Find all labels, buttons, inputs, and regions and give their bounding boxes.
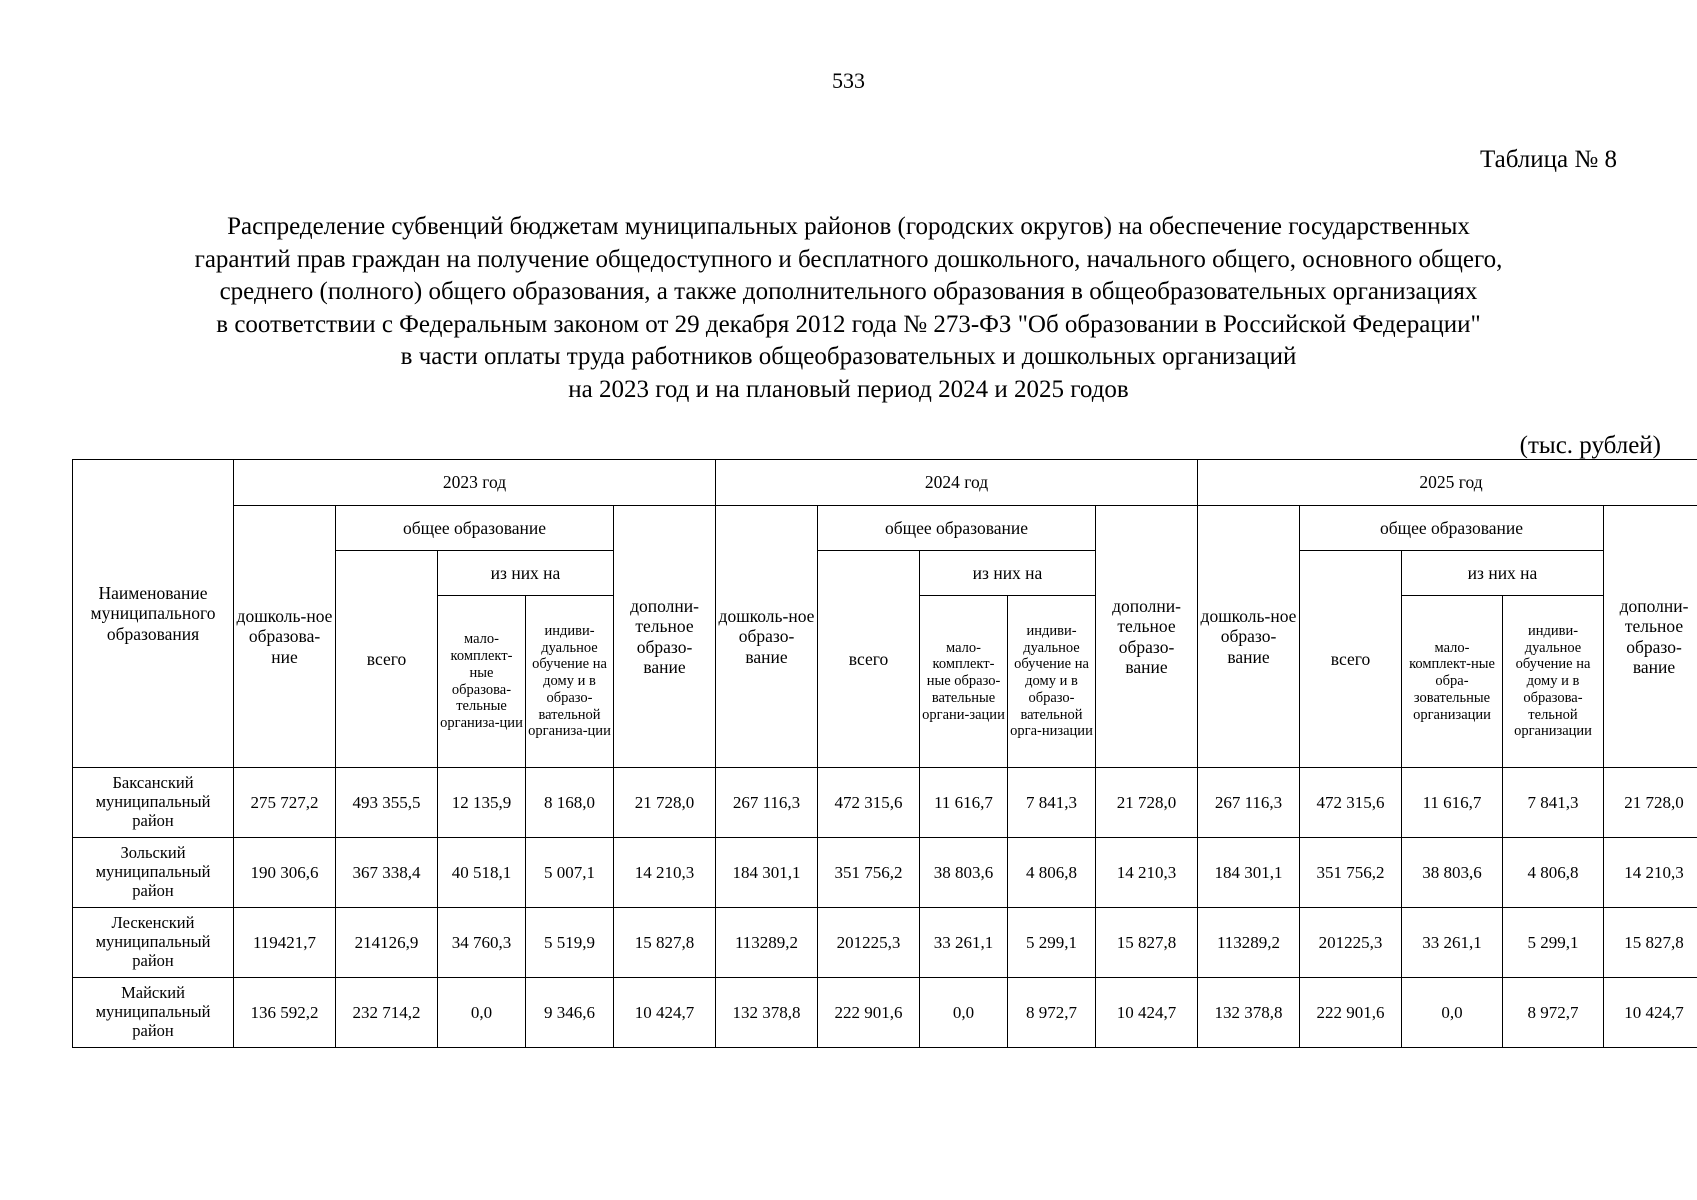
title-line: Распределение субвенций бюджетам муниципальных районов (городских округов) на обеспечение государственных [227, 213, 1470, 240]
table-row [73, 838, 1697, 908]
value-cell: 493 355,5 [336, 768, 438, 838]
value-cell: 472 315,6 [1300, 768, 1402, 838]
header-preschool: дошколь-ное образова-ние [234, 506, 336, 768]
value-cell: 184 301,1 [716, 838, 818, 908]
value-cell: 34 760,3 [438, 908, 526, 978]
header-row-groups [73, 506, 1697, 551]
header-total: всего [336, 551, 438, 768]
value-cell: 190 306,6 [234, 838, 336, 908]
header-home-schooling: индиви-дуальное обучение на дому и в образова-тельной организации [1503, 596, 1604, 768]
value-cell: 11 616,7 [1402, 768, 1503, 838]
value-cell: 8 972,7 [1503, 978, 1604, 1048]
header-general-education: общее образование [336, 506, 614, 551]
value-cell: 0,0 [920, 978, 1008, 1048]
value-cell: 14 210,3 [1604, 838, 1697, 908]
table-row [73, 908, 1697, 978]
value-cell: 136 592,2 [234, 978, 336, 1048]
value-cell: 232 714,2 [336, 978, 438, 1048]
value-cell: 8 972,7 [1008, 978, 1096, 1048]
value-cell: 113289,2 [716, 908, 818, 978]
subvention-table [72, 459, 1697, 1048]
header-small-schools: мало-комплект-ные образова-тельные организа-ции [438, 596, 526, 768]
value-cell: 11 616,7 [920, 768, 1008, 838]
value-cell: 184 301,1 [1198, 838, 1300, 908]
value-cell: 38 803,6 [1402, 838, 1503, 908]
header-year-2023: 2023 год [234, 460, 716, 506]
header-name-col: Наименование муниципального образования [73, 460, 234, 768]
value-cell: 351 756,2 [818, 838, 920, 908]
value-cell: 10 424,7 [614, 978, 716, 1048]
title-line: гарантий прав граждан на получение общедоступного и бесплатного дошкольного, начального общего, основного общего, [194, 245, 1503, 273]
value-cell: 21 728,0 [1096, 768, 1198, 838]
header-total: всего [818, 551, 920, 768]
header-row-years [73, 460, 1697, 506]
row-name: Зольский муниципальный район [73, 838, 234, 908]
title-line: среднего (полного) общего образования, а также дополнительного образования в общеобразовательных организациях [219, 278, 1478, 305]
value-cell: 10 424,7 [1604, 978, 1697, 1048]
page-number: 533 [832, 68, 865, 93]
header-general-education: общее образование [818, 506, 1096, 551]
document-title [60, 211, 1637, 406]
value-cell: 7 841,3 [1503, 768, 1604, 838]
value-cell: 201225,3 [818, 908, 920, 978]
title-line: в части оплаты труда работников общеобразовательных и дошкольных организаций [400, 343, 1297, 370]
header-of-which: из них на [1402, 551, 1604, 596]
header-preschool: дошколь-ное образо-вание [716, 506, 818, 768]
header-year-2025: 2025 год [1198, 460, 1697, 506]
title-line: в соответствии с Федеральным законом от 29 декабря 2012 года № 273-ФЗ "Об образовании в Российской Федерации" [216, 310, 1481, 338]
value-cell: 14 210,3 [614, 838, 716, 908]
value-cell: 132 378,8 [1198, 978, 1300, 1048]
value-cell: 132 378,8 [716, 978, 818, 1048]
value-cell: 214126,9 [336, 908, 438, 978]
value-cell: 267 116,3 [1198, 768, 1300, 838]
value-cell: 367 338,4 [336, 838, 438, 908]
value-cell: 15 827,8 [1096, 908, 1198, 978]
header-small-schools: мало-комплект-ные образо-вательные органи-зации [920, 596, 1008, 768]
value-cell: 222 901,6 [1300, 978, 1402, 1048]
value-cell: 21 728,0 [614, 768, 716, 838]
units-label: (тыс. рублей) [1519, 432, 1661, 459]
value-cell: 38 803,6 [920, 838, 1008, 908]
value-cell: 5 299,1 [1008, 908, 1096, 978]
value-cell: 5 299,1 [1503, 908, 1604, 978]
value-cell: 0,0 [438, 978, 526, 1048]
value-cell: 351 756,2 [1300, 838, 1402, 908]
row-name: Лескенский муниципальный район [73, 908, 234, 978]
table-row [73, 978, 1697, 1048]
value-cell: 9 346,6 [526, 978, 614, 1048]
header-of-which: из них на [920, 551, 1096, 596]
value-cell: 267 116,3 [716, 768, 818, 838]
value-cell: 21 728,0 [1604, 768, 1697, 838]
table-body [73, 768, 1697, 1048]
value-cell: 7 841,3 [1008, 768, 1096, 838]
table-label: Таблица № 8 [1479, 146, 1617, 173]
header-preschool: дошколь-ное образо-вание [1198, 506, 1300, 768]
value-cell: 472 315,6 [818, 768, 920, 838]
value-cell: 8 168,0 [526, 768, 614, 838]
header-total: всего [1300, 551, 1402, 768]
value-cell: 119421,7 [234, 908, 336, 978]
value-cell: 15 827,8 [614, 908, 716, 978]
header-additional: дополни-тельное образо-вание [1604, 506, 1697, 768]
value-cell: 4 806,8 [1008, 838, 1096, 908]
header-home-schooling: индиви-дуальное обучение на дому и в образо-вательной организа-ции [526, 596, 614, 768]
header-year-2024: 2024 год [716, 460, 1198, 506]
value-cell: 12 135,9 [438, 768, 526, 838]
value-cell: 275 727,2 [234, 768, 336, 838]
value-cell: 201225,3 [1300, 908, 1402, 978]
value-cell: 0,0 [1402, 978, 1503, 1048]
value-cell: 5 007,1 [526, 838, 614, 908]
value-cell: 15 827,8 [1604, 908, 1697, 978]
header-home-schooling: индиви-дуальное обучение на дому и в образо-вательной орга-низации [1008, 596, 1096, 768]
header-small-schools: мало-комплект-ные обра-зовательные организации [1402, 596, 1503, 768]
row-name: Майский муниципальный район [73, 978, 234, 1048]
title-line: на 2023 год и на плановый период 2024 и 2025 годов [568, 375, 1129, 403]
table-row [73, 768, 1697, 838]
value-cell: 40 518,1 [438, 838, 526, 908]
value-cell: 14 210,3 [1096, 838, 1198, 908]
header-of-which: из них на [438, 551, 614, 596]
value-cell: 4 806,8 [1503, 838, 1604, 908]
value-cell: 222 901,6 [818, 978, 920, 1048]
value-cell: 113289,2 [1198, 908, 1300, 978]
header-general-education: общее образование [1300, 506, 1604, 551]
header-additional: дополни-тельное образо-вание [614, 506, 716, 768]
value-cell: 10 424,7 [1096, 978, 1198, 1048]
value-cell: 5 519,9 [526, 908, 614, 978]
header-additional: дополни-тельное образо-вание [1096, 506, 1198, 768]
value-cell: 33 261,1 [1402, 908, 1503, 978]
value-cell: 33 261,1 [920, 908, 1008, 978]
row-name: Баксанский муниципальный район [73, 768, 234, 838]
